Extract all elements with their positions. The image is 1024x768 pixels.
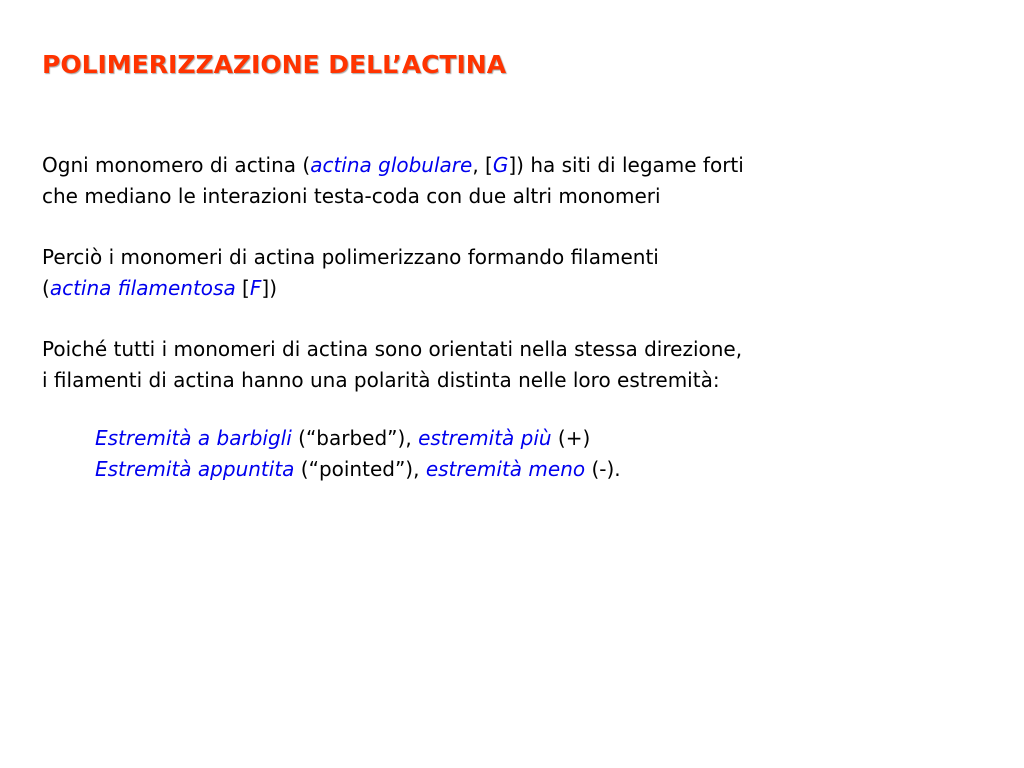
text-line: i filamenti di actina hanno una polarità distinta nelle loro estremità: (42, 368, 720, 392)
text-line: Perciò i monomeri di actina polimerizzano formando filamenti (42, 245, 659, 269)
term-estremita-appuntita: Estremità appuntita (95, 457, 295, 481)
term-f: F (249, 276, 262, 300)
term-actina-filamentosa: actina filamentosa (49, 276, 236, 300)
paragraph-polarita (42, 334, 744, 396)
slide-body (42, 150, 744, 515)
paragraph-estremita (42, 423, 744, 485)
text-run: (+) (551, 426, 591, 450)
term-g: G (492, 153, 509, 177)
paragraph-actina-filamentosa (42, 242, 744, 304)
term-estremita-piu: estremità più (418, 426, 552, 450)
text-line: che mediano le interazioni testa-coda con due altri monomeri (42, 184, 661, 208)
text-line (42, 150, 744, 181)
slide-title: POLIMERIZZAZIONE DELL’ACTINA (42, 50, 507, 79)
text-run: (-). (585, 457, 621, 481)
text-run: , [ (472, 153, 493, 177)
text-line (95, 454, 744, 485)
text-run: (“barbed”), (291, 426, 419, 450)
text-run: ( (42, 276, 50, 300)
text-run: ]) ha siti di legame forti (508, 153, 744, 177)
text-run: [ (235, 276, 250, 300)
term-estremita-meno: estremità meno (425, 457, 586, 481)
paragraph-actina-globulare (42, 150, 744, 212)
text-run: (“pointed”), (294, 457, 426, 481)
text-line (95, 423, 744, 454)
text-line (42, 273, 744, 304)
term-actina-globulare: actina globulare (310, 153, 473, 177)
text-run: Ogni monomero di actina ( (42, 153, 311, 177)
text-run: ]) (261, 276, 277, 300)
term-estremita-a-barbigli: Estremità a barbigli (95, 426, 292, 450)
text-line: Poiché tutti i monomeri di actina sono orientati nella stessa direzione, (42, 337, 743, 361)
